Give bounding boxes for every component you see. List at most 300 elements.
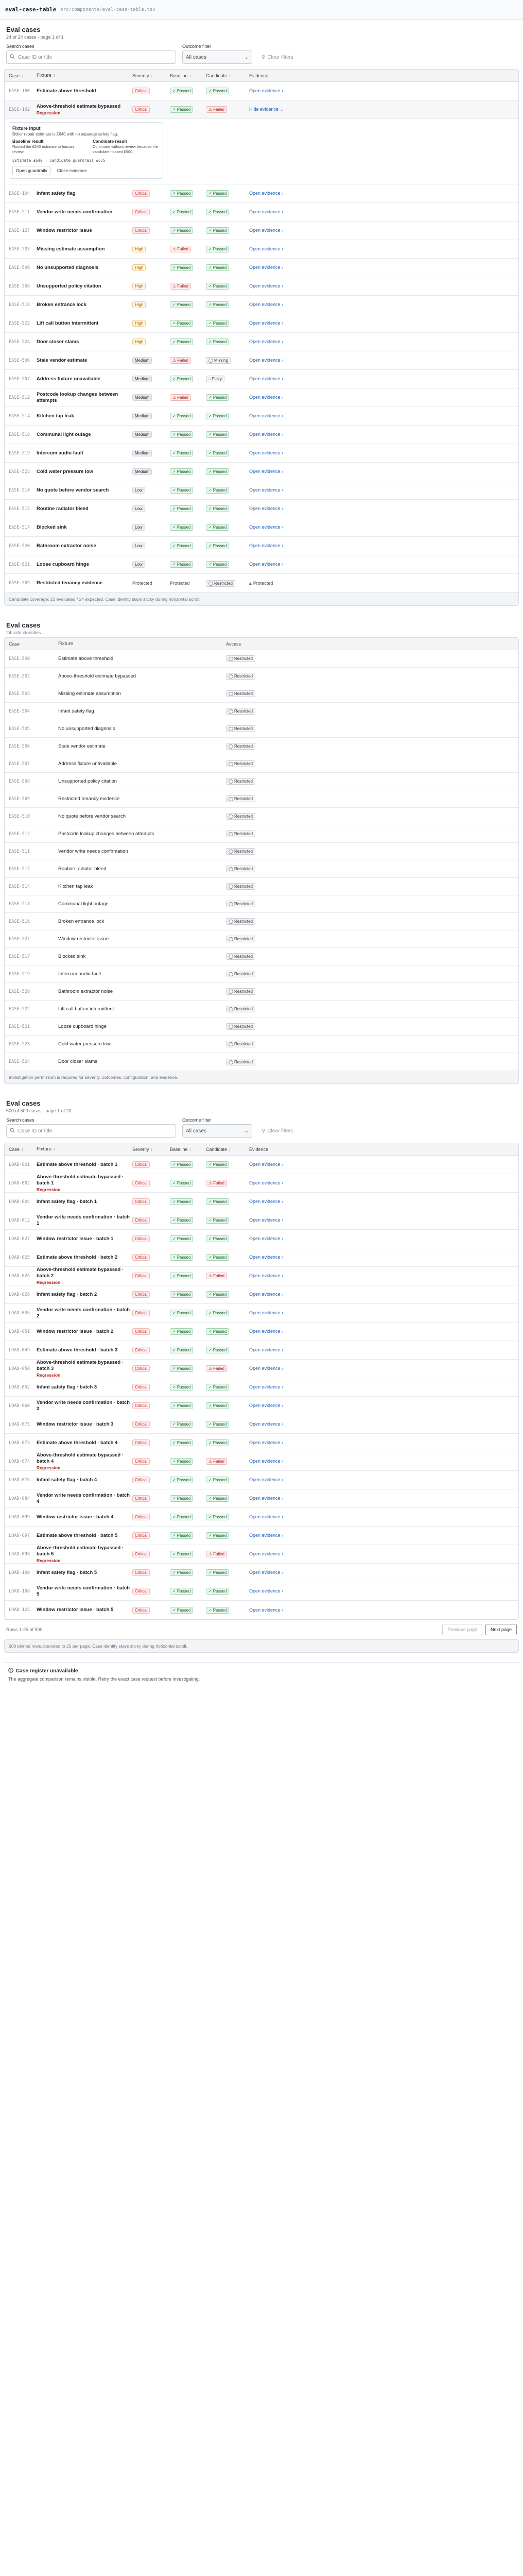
baseline-badge: ✓ Passed <box>170 1254 193 1261</box>
case-id: LOAD-028 <box>9 1292 30 1297</box>
evidence-link[interactable]: Open evidence › <box>249 506 284 511</box>
filter-icon: ⚲ <box>262 1128 266 1134</box>
passed-icon: ✓ <box>208 1162 212 1167</box>
case-id: EASE-515 <box>9 506 30 512</box>
chevron-right-icon: › <box>282 246 284 251</box>
baseline-result-heading: Baseline result <box>12 139 44 144</box>
evidence-link[interactable]: Open evidence › <box>249 1273 284 1278</box>
severity-badge: High <box>132 338 146 345</box>
case-id: LOAD-050 <box>9 1366 30 1371</box>
evidence-link[interactable]: Open evidence › <box>249 1366 284 1371</box>
clear-filters-button[interactable] <box>258 50 297 64</box>
fixture-cell: Broken entrance lock <box>58 918 104 924</box>
header-candidate[interactable]: Candidate ↕ <box>206 73 231 78</box>
passed-icon: ✓ <box>172 432 176 437</box>
lock-icon: 🔒︎ <box>249 580 252 586</box>
evidence-link[interactable]: Open evidence › <box>249 358 284 363</box>
severity-badge: Critical <box>132 1347 150 1353</box>
evidence-link[interactable]: Open evidence › <box>249 1236 284 1241</box>
case-id: EASE-510 <box>9 814 30 819</box>
access-badge: ◯ Restricted <box>226 1023 255 1030</box>
section-title: Eval cases <box>6 1099 41 1107</box>
chevron-right-icon: › <box>282 1162 284 1167</box>
table-row[interactable] <box>5 333 518 351</box>
table-row <box>5 1053 518 1071</box>
severity-badge: Critical <box>132 209 150 215</box>
header-fixture[interactable]: Fixture ↕ <box>37 72 56 78</box>
chevron-right-icon: › <box>282 1273 284 1278</box>
severity-badge: Critical <box>132 1273 150 1279</box>
table-row[interactable] <box>5 1360 518 1378</box>
case-id: EASE-502 <box>9 673 30 679</box>
cases-table <box>4 69 519 606</box>
table-row[interactable] <box>5 184 518 203</box>
evidence-link[interactable]: Open evidence › <box>249 339 284 344</box>
table-row[interactable] <box>5 426 518 444</box>
access-badge: ◯ Restricted <box>226 1041 255 1047</box>
passed-icon: ✓ <box>172 1348 176 1352</box>
case-id: EASE-518 <box>9 432 30 437</box>
chevron-right-icon: › <box>282 1459 284 1464</box>
passed-icon: ✓ <box>208 340 212 344</box>
failed-icon: ⚠ <box>208 1274 213 1278</box>
passed-icon: ✓ <box>208 321 212 326</box>
severity-badge: Critical <box>132 1291 150 1298</box>
evidence-link[interactable]: Open evidence › <box>249 1459 284 1464</box>
evidence-link[interactable]: Open evidence › <box>249 432 284 437</box>
fixture-cell: Kitchen tap leak <box>37 413 74 419</box>
table-row[interactable] <box>5 500 518 518</box>
severity-badge: High <box>132 283 146 290</box>
chevron-right-icon: › <box>282 1255 284 1260</box>
case-id: LOAD-036 <box>9 1310 30 1316</box>
table-row[interactable] <box>5 555 518 574</box>
search-input[interactable] <box>6 50 176 64</box>
passed-icon: ✓ <box>208 1348 212 1352</box>
chevron-right-icon: › <box>282 1588 284 1594</box>
chevron-right-icon: › <box>282 228 284 233</box>
table-row[interactable] <box>5 203 518 222</box>
passed-icon: ✓ <box>172 451 176 455</box>
fixture-cell: Address fixture unavailable <box>37 376 101 382</box>
baseline-badge: ✓ Passed <box>170 190 193 197</box>
failed-icon: ⚠ <box>172 247 177 251</box>
passed-icon: ✓ <box>208 451 212 455</box>
evidence-link[interactable]: Open evidence › <box>249 395 284 400</box>
severity-badge: Critical <box>132 1402 150 1409</box>
search-input[interactable] <box>6 1124 176 1138</box>
fixture-cell: Address fixture unavailable <box>58 760 117 767</box>
candidate-badge: ✓ Passed <box>206 1477 229 1483</box>
component-title: eval-case-table <box>5 6 57 13</box>
table-row[interactable] <box>5 1397 518 1415</box>
table-row[interactable] <box>5 259 518 277</box>
case-id: EASE-508 <box>9 778 30 784</box>
table-row <box>5 878 518 895</box>
fixture-cell: Loose cupboard hinge <box>58 1023 107 1029</box>
case-id: LOAD-060 <box>9 1403 30 1409</box>
table-row <box>5 685 518 703</box>
pagination-info: Rows 1-25 of 500 <box>6 1627 43 1632</box>
case-id: LOAD-004 <box>9 1199 30 1205</box>
evidence-link[interactable]: Open evidence › <box>249 469 284 474</box>
chevron-right-icon: › <box>282 395 284 400</box>
table-row[interactable] <box>5 1323 518 1341</box>
evidence-link[interactable]: Open evidence › <box>249 562 284 567</box>
chevron-right-icon: › <box>282 413 284 418</box>
flaky-icon: ◌ <box>208 377 211 381</box>
evidence-link[interactable]: Open evidence › <box>249 283 284 289</box>
table-row[interactable] <box>5 1230 518 1248</box>
passed-icon: ✓ <box>172 265 176 270</box>
evidence-link[interactable]: Open evidence › <box>249 209 284 214</box>
table-row[interactable] <box>5 82 518 100</box>
passed-icon: ✓ <box>208 488 212 493</box>
evidence-link[interactable]: Open evidence › <box>249 376 284 381</box>
evidence-link[interactable]: Open evidence › <box>249 265 284 270</box>
table-row[interactable] <box>5 1211 518 1230</box>
header-baseline[interactable]: Baseline ↕ <box>170 73 192 78</box>
table-row[interactable] <box>5 277 518 296</box>
case-id: LOAD-100 <box>9 1570 30 1575</box>
passed-icon: ✓ <box>208 228 212 233</box>
passed-icon: ✓ <box>172 1162 176 1167</box>
failed-icon: ⚠ <box>172 395 177 400</box>
passed-icon: ✓ <box>208 210 212 214</box>
chevron-right-icon: › <box>282 1217 284 1223</box>
evidence-link[interactable]: Open evidence › <box>249 1551 284 1556</box>
baseline-badge: ✓ Passed <box>170 1180 193 1187</box>
table-row[interactable] <box>5 537 518 555</box>
passed-icon: ✓ <box>172 377 176 381</box>
evidence-link[interactable]: Open evidence › <box>249 1217 284 1223</box>
baseline-badge: ✓ Passed <box>170 209 193 215</box>
severity-badge: Critical <box>132 1569 150 1576</box>
passed-icon: ✓ <box>208 1236 212 1241</box>
severity-badge: Critical <box>132 88 150 94</box>
table-row[interactable] <box>5 1582 518 1601</box>
table-row[interactable] <box>5 222 518 240</box>
access-badge: ◯ Restricted <box>226 655 255 662</box>
evidence-link[interactable]: Open evidence › <box>249 228 284 233</box>
severity-badge: High <box>132 246 146 252</box>
chevron-right-icon: › <box>282 1570 284 1575</box>
fixture-cell: Stale vendor estimate <box>58 743 106 749</box>
eval-cases-section-2 <box>4 615 519 1084</box>
table-row[interactable] <box>5 1248 518 1267</box>
outcome-value: All cases <box>186 1128 207 1134</box>
fixture-cell: Window restrictor issue <box>58 936 109 942</box>
chevron-right-icon: › <box>282 1236 284 1241</box>
header-candidate[interactable]: Candidate ↕ <box>206 1146 231 1152</box>
passed-icon: ✓ <box>172 1422 176 1427</box>
restricted-icon: ◯ <box>229 849 233 854</box>
baseline-badge: ✓ Passed <box>170 1198 193 1205</box>
table-row[interactable] <box>5 1434 518 1452</box>
passed-icon: ✓ <box>208 1311 212 1315</box>
severity-badge: Critical <box>132 1532 150 1539</box>
case-id: LOAD-084 <box>9 1496 30 1501</box>
evidence-link[interactable]: Open evidence › <box>249 320 284 326</box>
table-row[interactable] <box>5 1545 518 1564</box>
candidate-badge: ✓ Passed <box>206 524 229 531</box>
next-page-button[interactable]: Next page <box>485 1624 517 1635</box>
table-row <box>5 983 518 1001</box>
chevron-right-icon: › <box>282 1514 284 1519</box>
chevron-right-icon: › <box>282 524 284 530</box>
severity-badge: Low <box>132 487 145 494</box>
table-row[interactable] <box>5 1564 518 1582</box>
candidate-badge: ✓ Passed <box>206 431 229 438</box>
table-row[interactable] <box>5 1527 518 1545</box>
passed-icon: ✓ <box>208 1385 212 1389</box>
evidence-link[interactable]: Open evidence › <box>249 1310 284 1315</box>
evidence-link[interactable]: Open evidence › <box>249 1570 284 1575</box>
candidate-badge: ✓ Passed <box>206 209 229 215</box>
evidence-link[interactable]: Open evidence › <box>249 524 284 530</box>
table-row[interactable] <box>5 1267 518 1285</box>
restricted-icon: ◯ <box>229 656 233 661</box>
table-row[interactable] <box>5 518 518 537</box>
close-evidence-button[interactable]: Close evidence <box>57 168 87 173</box>
table-header <box>5 70 518 82</box>
case-id: EASE-516 <box>9 302 30 308</box>
table-row[interactable] <box>5 1489 518 1508</box>
baseline-badge: ✓ Passed <box>170 1402 193 1409</box>
chevron-right-icon: › <box>282 1477 284 1482</box>
restricted-icon: ◯ <box>229 1007 233 1011</box>
table-row[interactable] <box>5 1304 518 1323</box>
evidence-link[interactable]: Open evidence › <box>249 1496 284 1501</box>
fixture-cell: Postcode lookup changes between attempts <box>37 391 118 403</box>
candidate-badge: ✓ Passed <box>206 1254 229 1261</box>
evidence-link[interactable]: Open evidence › <box>249 1607 284 1613</box>
table-row[interactable] <box>5 1285 518 1304</box>
evidence-link[interactable]: Open evidence › <box>249 413 284 418</box>
table-row[interactable] <box>5 1452 518 1471</box>
chevron-right-icon: › <box>282 376 284 381</box>
restricted-icon: ◯ <box>229 937 233 941</box>
fixture-cell: Communal light outage <box>58 901 109 907</box>
header-case[interactable]: Case ↕ <box>9 1146 24 1152</box>
chevron-right-icon: › <box>282 1384 284 1389</box>
passed-icon: ✓ <box>208 525 212 530</box>
evidence-link[interactable]: Open evidence › <box>249 1162 284 1167</box>
severity-badge: Critical <box>132 1254 150 1261</box>
passed-icon: ✓ <box>172 506 176 511</box>
case-id: EASE-508 <box>9 283 30 289</box>
header-severity[interactable]: Severity ↓ <box>132 1146 153 1152</box>
table-row <box>5 825 518 843</box>
candidate-badge: ✓ Passed <box>206 1384 229 1391</box>
table-row[interactable] <box>5 1601 518 1619</box>
table-row[interactable] <box>5 1378 518 1397</box>
restricted-icon: ◯ <box>229 709 233 714</box>
chevron-right-icon: › <box>282 1533 284 1538</box>
table-row[interactable] <box>5 444 518 463</box>
passed-icon: ✓ <box>172 228 176 233</box>
table-row[interactable] <box>5 351 518 370</box>
evidence-link[interactable]: Open evidence › <box>249 1384 284 1389</box>
table-row[interactable] <box>5 1174 518 1193</box>
evidence-link[interactable]: Open evidence › <box>249 543 284 548</box>
case-id: EASE-506 <box>9 743 30 749</box>
evidence-link[interactable]: Open evidence › <box>249 450 284 455</box>
baseline-badge: ✓ Passed <box>170 1532 193 1539</box>
table-row[interactable] <box>5 1508 518 1527</box>
case-id: EASE-514 <box>9 884 30 889</box>
restricted-icon: ◯ <box>229 1059 233 1064</box>
table-row[interactable] <box>5 1156 518 1174</box>
fixture-cell: Estimate above threshold · batch 3 <box>37 1347 118 1353</box>
candidate-badge: ✓ Passed <box>206 1235 229 1242</box>
outcome-select[interactable] <box>182 50 252 64</box>
baseline-badge: ✓ Passed <box>170 1384 193 1391</box>
restricted-icon: ◯ <box>229 902 233 906</box>
evidence-link[interactable]: Open evidence › <box>249 88 284 93</box>
table-row <box>5 738 518 755</box>
evidence-link[interactable]: Open evidence › <box>249 1477 284 1482</box>
table-row[interactable] <box>5 100 518 119</box>
fixture-cell: Estimate above threshold · batch 5 <box>37 1532 118 1538</box>
evidence-link[interactable]: Open evidence › <box>249 302 284 307</box>
fixture-cell: Intercom audio fault <box>37 450 83 456</box>
candidate-badge: ✓ Passed <box>206 413 229 419</box>
candidate-badge: ✓ Passed <box>206 1161 229 1168</box>
evidence-link[interactable]: Open evidence › <box>249 1514 284 1519</box>
passed-icon: ✓ <box>172 1459 176 1464</box>
fixture-cell: Infant safety flag <box>37 190 76 196</box>
fixture-cell: Missing estimate assumption <box>58 690 121 697</box>
passed-icon: ✓ <box>172 1311 176 1315</box>
candidate-badge: ⚠ Failed <box>206 1458 227 1465</box>
evidence-link[interactable]: Open evidence › <box>249 487 284 493</box>
table-row[interactable] <box>5 370 518 388</box>
clear-filters-button[interactable] <box>258 1124 297 1138</box>
fixture-cell: Communal light outage <box>37 431 91 437</box>
outcome-select[interactable] <box>182 1124 252 1138</box>
evidence-link[interactable]: Open evidence › <box>249 1533 284 1538</box>
severity-badge: Medium <box>132 376 152 382</box>
passed-icon: ✓ <box>172 89 176 93</box>
evidence-link[interactable]: Open evidence › <box>249 1440 284 1445</box>
table-row[interactable] <box>5 1341 518 1360</box>
table-row[interactable] <box>5 1471 518 1489</box>
case-id: EASE-503 <box>9 691 30 697</box>
fixture-cell: Estimate above threshold · batch 1 <box>37 1161 118 1167</box>
case-id: LOAD-075 <box>9 1421 30 1427</box>
failed-icon: ⚠ <box>172 284 177 289</box>
table-row[interactable] <box>5 314 518 333</box>
fixture-cell: Blocked sink <box>58 953 86 959</box>
evidence-link[interactable]: Open evidence › <box>249 1292 284 1297</box>
fixture-cell: Stale vendor estimate <box>37 357 88 363</box>
case-id: EASE-521 <box>9 1024 30 1029</box>
previous-page-button[interactable]: Previous page <box>442 1624 482 1635</box>
evidence-link[interactable]: Hide evidence ⌄ <box>249 107 284 112</box>
fixture-cell: Infant safety flag · batch 3 <box>37 1384 97 1390</box>
table-row[interactable] <box>5 407 518 426</box>
table-row[interactable] <box>5 463 518 481</box>
table-footer: Investigation permission is required for severity, outcomes, configuration, and evidence. <box>5 1071 518 1083</box>
fixture-cell: Vendor write needs confirmation · batch 4 <box>37 1492 130 1504</box>
evidence-link[interactable]: Open evidence › <box>249 1255 284 1260</box>
evidence-link[interactable]: Open evidence › <box>249 191 284 196</box>
baseline-badge: ✓ Passed <box>170 1588 193 1595</box>
passed-icon: ✓ <box>172 414 176 418</box>
table-row[interactable] <box>5 481 518 500</box>
evidence-link[interactable]: Open evidence › <box>249 1199 284 1204</box>
table-row[interactable] <box>5 1193 518 1211</box>
open-guardrails-button[interactable]: Open guardrails <box>12 166 50 175</box>
passed-icon: ✓ <box>208 1218 212 1223</box>
search-icon <box>10 1128 15 1134</box>
search-placeholder: Case ID or title <box>18 1128 53 1134</box>
evidence-link[interactable]: Open evidence › <box>249 1421 284 1427</box>
chevron-right-icon: › <box>282 1347 284 1352</box>
passed-icon: ✓ <box>172 1385 176 1389</box>
baseline-badge: ✓ Passed <box>170 376 193 382</box>
baseline-badge: ✓ Passed <box>170 1421 193 1428</box>
restricted-icon: ◯ <box>229 814 233 819</box>
chevron-right-icon: › <box>282 1440 284 1445</box>
case-id: EASE-510 <box>9 487 30 493</box>
eval-cases-section-1 <box>4 20 519 606</box>
passed-icon: ✓ <box>208 1440 212 1445</box>
search-label: Search cases <box>6 44 34 49</box>
baseline-badge: ✓ Passed <box>170 320 193 327</box>
evidence-link[interactable]: Open evidence › <box>249 1329 284 1334</box>
severity-badge: Medium <box>132 468 152 475</box>
severity-badge: Critical <box>132 1328 150 1335</box>
eval-cases-section-3 <box>4 1093 519 1653</box>
severity-badge: Low <box>132 505 145 512</box>
severity-badge: Medium <box>132 431 152 438</box>
evidence-link[interactable]: Open evidence › <box>249 1180 284 1185</box>
header-baseline[interactable]: Baseline ↕ <box>170 1146 192 1152</box>
evidence-link[interactable]: Open evidence › <box>249 1403 284 1408</box>
table-row[interactable] <box>5 296 518 314</box>
passed-icon: ✓ <box>172 321 176 326</box>
evidence-link[interactable]: Open evidence › <box>249 246 284 251</box>
restricted-icon: ◯ <box>229 744 233 749</box>
evidence-link[interactable]: Open evidence › <box>249 1347 284 1352</box>
case-id: LOAD-049 <box>9 1347 30 1353</box>
candidate-badge: ✓ Passed <box>206 1514 229 1520</box>
table-row[interactable] <box>5 1415 518 1434</box>
regression-label: Regression <box>37 1557 61 1563</box>
evidence-link[interactable]: Open evidence › <box>249 1588 284 1594</box>
passed-icon: ✓ <box>172 1255 176 1260</box>
table-row[interactable] <box>5 574 518 592</box>
failed-icon: ⚠ <box>172 358 177 363</box>
severity-badge: Critical <box>132 1551 150 1557</box>
candidate-badge: ✓ Passed <box>206 1328 229 1335</box>
header-case[interactable]: Case ↕ <box>9 73 24 78</box>
header-evidence: Evidence <box>249 1146 269 1152</box>
header-fixture[interactable]: Fixture ↕ <box>37 1146 56 1152</box>
case-id: EASE-500 <box>9 265 30 270</box>
header-severity[interactable]: Severity ↓ <box>132 73 153 78</box>
table-row[interactable] <box>5 388 518 407</box>
baseline-badge: ✓ Passed <box>170 1347 193 1353</box>
restricted-icon: ◯ <box>229 796 233 801</box>
access-badge: ◯ Restricted <box>226 971 255 977</box>
candidate-badge: ◯ Missing <box>206 357 231 364</box>
table-row[interactable] <box>5 240 518 259</box>
table-row <box>5 913 518 930</box>
header-evidence: Evidence <box>249 73 269 78</box>
